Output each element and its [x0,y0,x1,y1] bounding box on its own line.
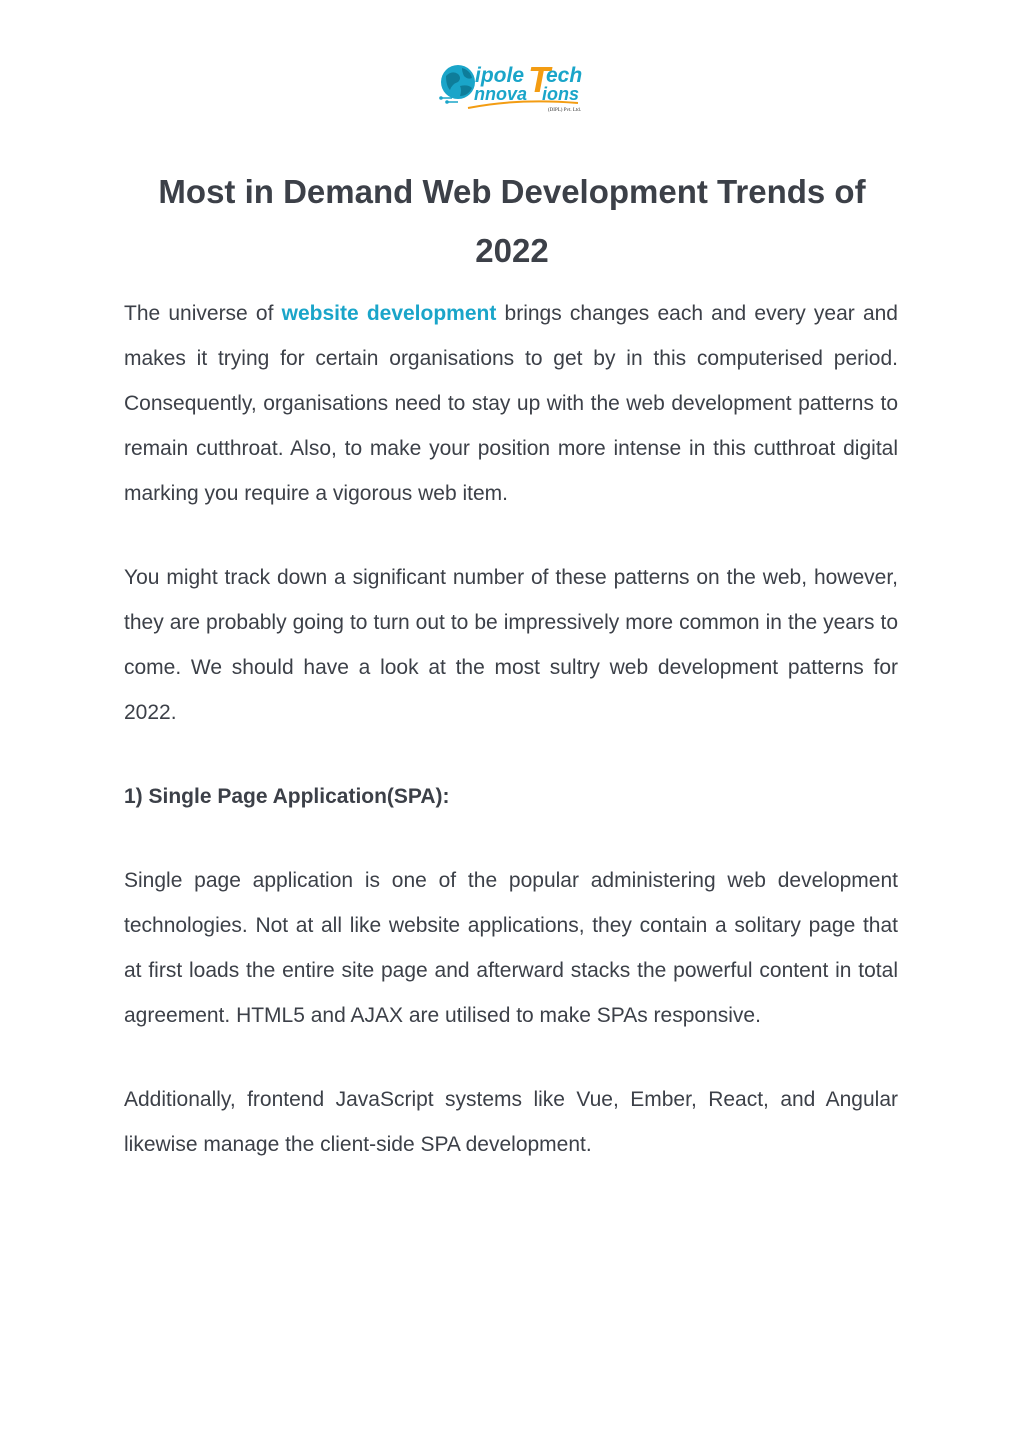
intro-paragraph [124,291,898,516]
intro-text-start: The universe of [124,302,282,325]
page-title: Most in Demand Web Development Trends of 2022 [158,173,866,269]
logo-line2: nnova [474,84,528,104]
section-heading-spa: 1) Single Page Application(SPA): [124,785,450,808]
spa-paragraph-1: Single page application is one of the popular administering web development technologies. Not at all like website applications, they contain a solitary page that at first loads the entire site page and afterward stacks the powerful content in total agreement. HTML5 and AJAX are utilised to make SPAs responsive. [124,869,898,1027]
svg-text:T: T [528,59,550,100]
logo-line2-accent: ions [542,84,580,104]
spa-paragraph-2: Additionally, frontend JavaScript systems like Vue, Ember, React, and Angular likewise manage the client-side SPA development. [124,1088,898,1156]
intro-text-end: brings changes each and every year and makes it trying for certain organisations to get by in this computerised period. Consequently, organisations need to stay up with the web development patterns to remain cutthroat. Also, to make your position more intense in this cutthroat digital marking you require a vigorous web item. [124,302,898,505]
article-body [124,291,898,1206]
logo-tagline: (DIPL) Pvt. Ltd. [548,108,582,113]
logo-line1: ipole [475,64,525,87]
globe-icon [438,58,588,114]
second-paragraph: You might track down a significant number of these patterns on the web, however, they are probably going to turn out to be impressively more common in the years to come. We should have a look at the most sultry web development patterns for 2022. [124,566,898,724]
website-development-link[interactable]: website development [281,302,497,325]
company-logo [438,58,588,114]
logo-line1-accent: ech [546,64,583,87]
